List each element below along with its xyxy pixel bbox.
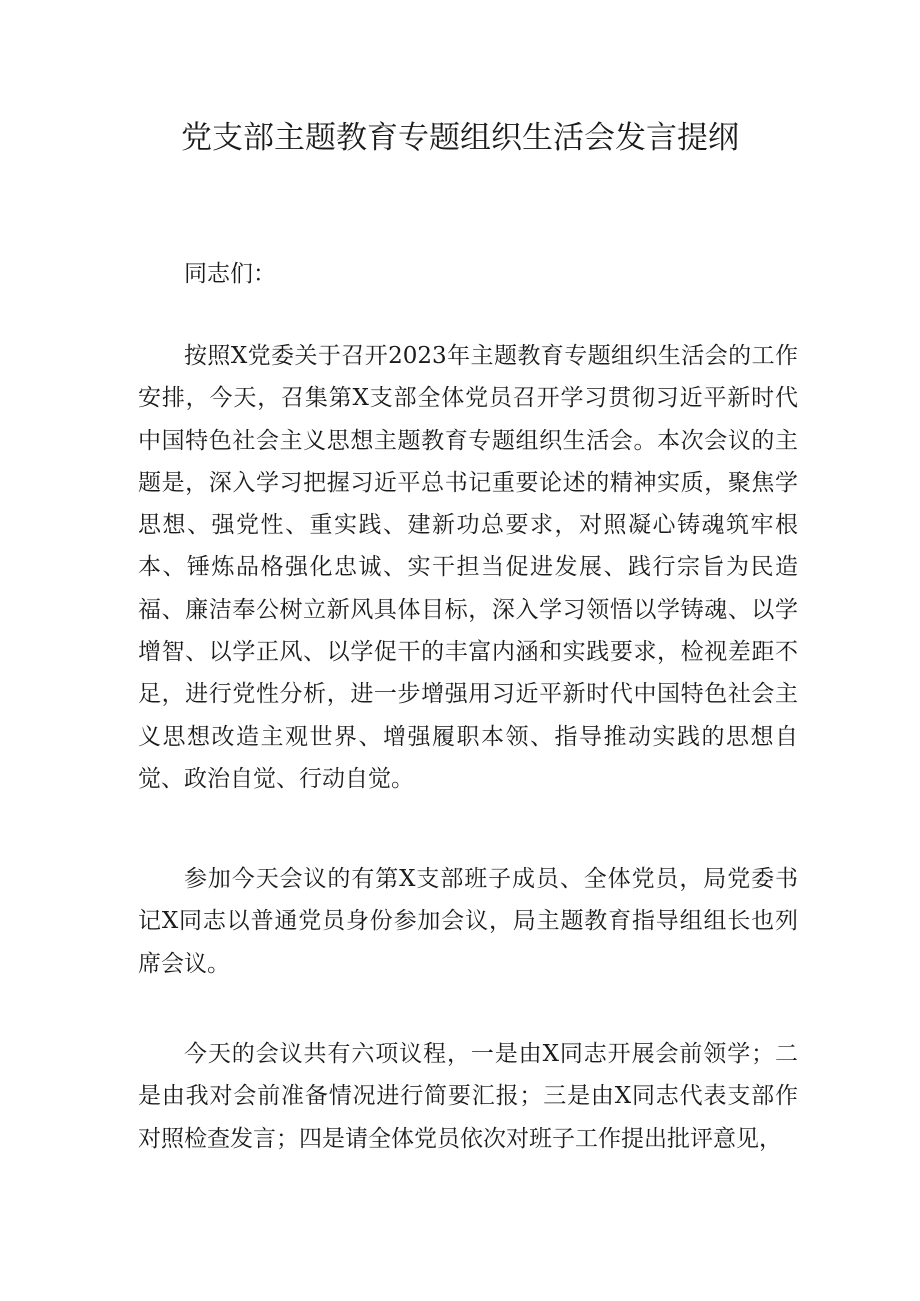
paragraph-attendees: 参加今天会议的有第X支部班子成员、全体党员，局党委书记X同志以普通党员身份参加会议，局主题教育指导组组长也列席会议。 — [138, 866, 798, 977]
greeting: 同志们： — [184, 261, 276, 287]
paragraph-agenda-items: 今天的会议共有六项议程，一是由X同志开展会前领学；二是由我对会前准备情况进行简要汇报；三是由X同志代表支部作对照检查发言；四是请全体党员依次对班子工作提出批评意见， — [138, 1041, 798, 1152]
paragraph-agenda-intro: 按照X党委关于召开2023年主题教育专题组织生活会的工作安排，今天，召集第X支部全体党员召开学习贯彻习近平新时代中国特色社会主义思想主题教育专题组织生活会。本次会议的主题是，深入学习把握习近平总书记重要论述的精神实质，聚焦学思想、强党性、重实践、建新功总要求，对照凝心铸魂筑牢根本、锤炼品格强化忠诚、实干担当促进发展、践行宗旨为民造福、廉洁奉公树立新风具体目标，深入学习领悟以学铸魂、以学增智、以学正风、以学促干的丰富内涵和实践要求，检视差距不足，进行党性分析，进一步增强用习近平新时代中国特色社会主义思想改造主观世界、增强履职本领、指导推动实践的思想自觉、政治自觉、行动自觉。 — [138, 343, 798, 792]
document-title: 党支部主题教育专题组织生活会发言提纲 — [181, 120, 739, 156]
